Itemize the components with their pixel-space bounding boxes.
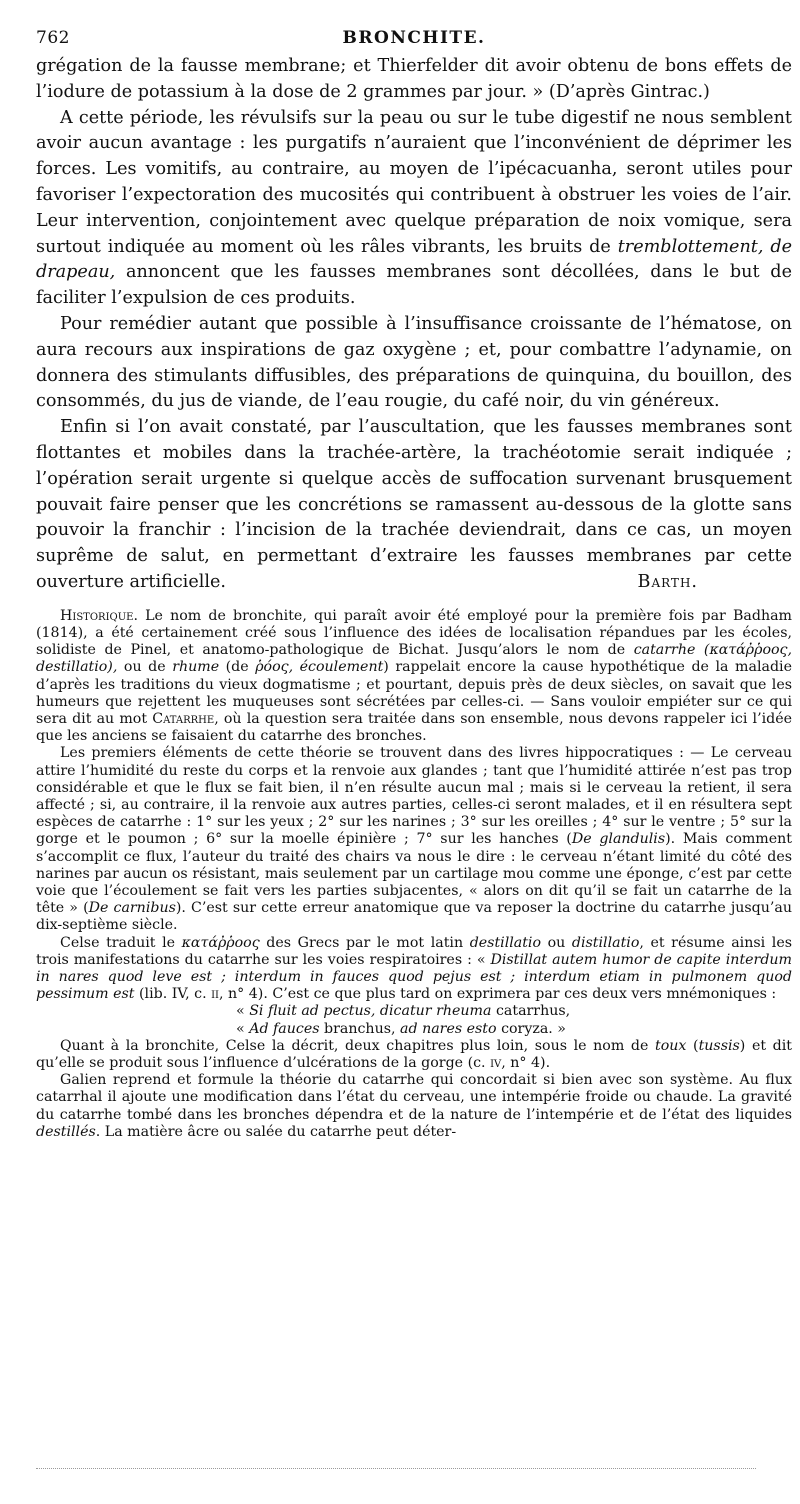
paragraph-tracheotomie [36, 415, 792, 596]
text-run: ). Mais comment s’accomplit ce flux, l’auteur du traité des chairs va nous le dire : le cerveau n’étant limité du côté des narines par aucun os résistant, mais seulement par un cartilage mou comme une éponge, c’est par cette voie que l’écoulement se fait vers les parties subjacentes, « alors on dit qu’il se fait un catarrhe de la tête » ( [36, 831, 792, 917]
running-title: BRONCHITE. [342, 28, 486, 48]
text-run: annoncent que les fausses membranes sont décollées, dans le but de faciliter l’expulsion de ces produits. [36, 262, 792, 309]
latin-quote: Distillat autem humor de capite interdum in nares quod leve est ; interdum in fauces quod pejus est ; interdum etiam in pulmonem quod pessimum est [36, 951, 792, 1003]
italic-term: destillés [36, 1123, 96, 1140]
section-label: Historique. [60, 607, 138, 624]
italic-term: tremblottement, de drapeau, [36, 236, 793, 283]
italic-term: κατάῤῥοος [181, 934, 260, 951]
italic-term: distillatio [571, 934, 640, 951]
verse-line-1 [36, 1003, 792, 1020]
text-run: « [236, 1020, 250, 1037]
text-run: , où la question sera traitée dans son ensemble, nous devons rappeler ici l’idée que les anciens se faisaient du catarrhe des bronches. [36, 710, 792, 745]
text-run: (lib. IV, c. [134, 986, 212, 1003]
italic-term: rhume [172, 659, 220, 676]
italic-term: ῥόος, écoulement [255, 659, 384, 676]
text-run: coryza. » [496, 1020, 566, 1037]
text-run: branchus, [319, 1020, 401, 1037]
paragraph-hematose: Pour remédier autant que possible à l’insuffisance croissante de l’hématose, on aura recours aux inspirations de gaz oxygène ; et, pour combattre l’adynamie, on donnera des stimulants diffusibles, des préparations de quinquina, du bouillon, des consommés, du jus de viande, de l’eau rougie, du café noir, du vin généreux. [36, 313, 792, 412]
main-text [36, 54, 792, 596]
text-run: ) et dit qu’elle se produit sous l’influence d’ulcérations de la gorge (c. [36, 1037, 792, 1072]
roman-numeral: ii [211, 986, 219, 1003]
paragraph-hippocrate [36, 745, 792, 934]
paragraph-celse [36, 935, 792, 1004]
text-run: ou [541, 934, 572, 951]
text-run: Quant à la bronchite, Celse la décrit, deux chapitres plus loin, sous le nom de [60, 1037, 656, 1054]
text-run: , n° 4). C’est ce que plus tard on exprimera par ces deux vers mnémoniques : [219, 986, 777, 1003]
text-run: ). C’est sur cette erreur anatomique que va reposer la doctrine du catarrhe jusqu’au dix-septième siècle. [36, 900, 792, 934]
text-run: ( [686, 1037, 699, 1054]
text-run: ) rappelait encore la cause hypothétique de la maladie d’après les traditions du vieux dogmatisme ; et pourtant, depuis près de deux siècles, on savait que les humeurs que rejettent les muqueuses sont sécrétées par celles-ci. — Sans vouloir empiéter sur ce qui sera dit au mot [36, 659, 792, 727]
text-run: , n° 4). [501, 1055, 551, 1072]
italic-term: Si fluit ad pectus, dicatur rheuma [249, 1003, 492, 1020]
page [36, 28, 792, 1141]
roman-numeral: iv [490, 1055, 502, 1072]
paragraph-continued: grégation de la fausse membrane; et Thierfelder dit avoir obtenu de bons effets de l’iodure de potassium à la dose de 2 grammes par jour. » (D’après Gintrac.) [36, 56, 792, 102]
text-run: Celse traduit le [60, 934, 182, 951]
paragraph-galien [36, 1072, 792, 1141]
text-run: Galien reprend et formule la théorie du catarrhe qui concordait si bien avec son système. Au flux catarrhal il ajoute une modification dans l’état du cerveau, une intempérie froide ou chaude. La gravité du catarrhe tombé dans les bronches dépendra et de la nature de l’intempérie et de l’état des liquides [36, 1072, 792, 1123]
cross-reference: Catarrhe [152, 710, 215, 727]
paragraph-revulsifs [36, 106, 792, 312]
italic-term: toux [655, 1037, 687, 1054]
italic-term: catarrhe (κατάῤῥοος, destillatio), [36, 642, 792, 676]
text-run: , et résume ainsi les trois manifestations du catarrhe sur les voies respiratoires : « [36, 934, 792, 968]
paragraph-historique [36, 608, 792, 746]
text-run: Les premiers éléments de cette théorie se trouvent dans des livres hippocratiques : — Le cerveau attire l’humidité du reste du corps et la renvoie aux glandes ; tant que l’humidité attirée n’est pas trop considérable et que le flux se fait bien, il n’en résulte aucun mal ; mais si le cerveau la retient, il sera affecté ; si, au contraire, il la renvoie aux autres parties, celles-ci seront malades, et il en résultera sept espèces de catarrhe : 1° sur les yeux ; 2° sur les narines ; 3° sur les oreilles ; 4° sur le ventre ; 5° sur la gorge et le poumon ; 6° sur la moelle épinière ; 7° sur les hanches ( [36, 745, 792, 848]
text-run: Enfin si l’on avait constaté, par l’auscultation, que les fausses membranes sont flottantes et mobiles dans la trachée-artère, la trachéotomie serait indiquée ; l’opération serait urgente si quelque accès de suffocation survenant brusquement pouvait faire penser que les concrétions se ramassent au-dessous de la glotte sans pouvoir la franchir : l’incision de la trachée deviendrait, dans ce cas, un moyen suprême de salut, en permettant d’extraire les fausses membranes par cette ouverture artificielle. [36, 417, 792, 592]
text-run: A cette période, les révulsifs sur la peau ou sur le tube digestif ne nous semblent avoir aucun avantage : les purgatifs n’auraient que l’inconvénient de déprimer les forces. Les vomitifs, au contraire, au moyen de l’ipécacuanha, seront utiles pour favoriser l’expectoration des mucosités qui contribuent à obstruer les voies de l’air. Leur intervention, conjointement avec quelque préparation de noix vomique, sera surtout indiquée au moment où les râles vibrants, les bruits de [36, 107, 792, 257]
text-run: des Grecs par le mot latin [259, 934, 470, 951]
historique-section [36, 608, 792, 1141]
footer-rule [36, 1468, 756, 1469]
italic-term: Ad fauces [249, 1020, 320, 1037]
paragraph-bronchite-celse [36, 1038, 792, 1072]
italic-term: De carnibus [88, 900, 176, 917]
text-run: ou de [117, 659, 173, 676]
italic-term: tussis [698, 1037, 740, 1054]
running-header [36, 28, 792, 54]
page-number: 762 [36, 28, 70, 48]
verse-line-2 [36, 1021, 792, 1038]
italic-term: De glandulis [571, 831, 666, 848]
text-run: Le nom de bronchite, qui paraît avoir été employé pour la première fois par Badham (1814), a été certainement créé sous l’influence des idées de localisation répandues par les écoles, solidiste de Pinel, et anatomo-pathologique de Bichat. Jusqu’alors le nom de [36, 607, 792, 659]
text-run: catarrhus, [491, 1003, 571, 1020]
italic-term: destillatio [469, 934, 542, 951]
italic-term: ad nares esto [400, 1020, 497, 1037]
text-run: . La matière âcre ou salée du catarrhe peut déter- [95, 1123, 457, 1140]
author-signature: Barth. [637, 571, 698, 592]
text-run: (de [219, 659, 256, 676]
text-run: « [236, 1003, 250, 1020]
